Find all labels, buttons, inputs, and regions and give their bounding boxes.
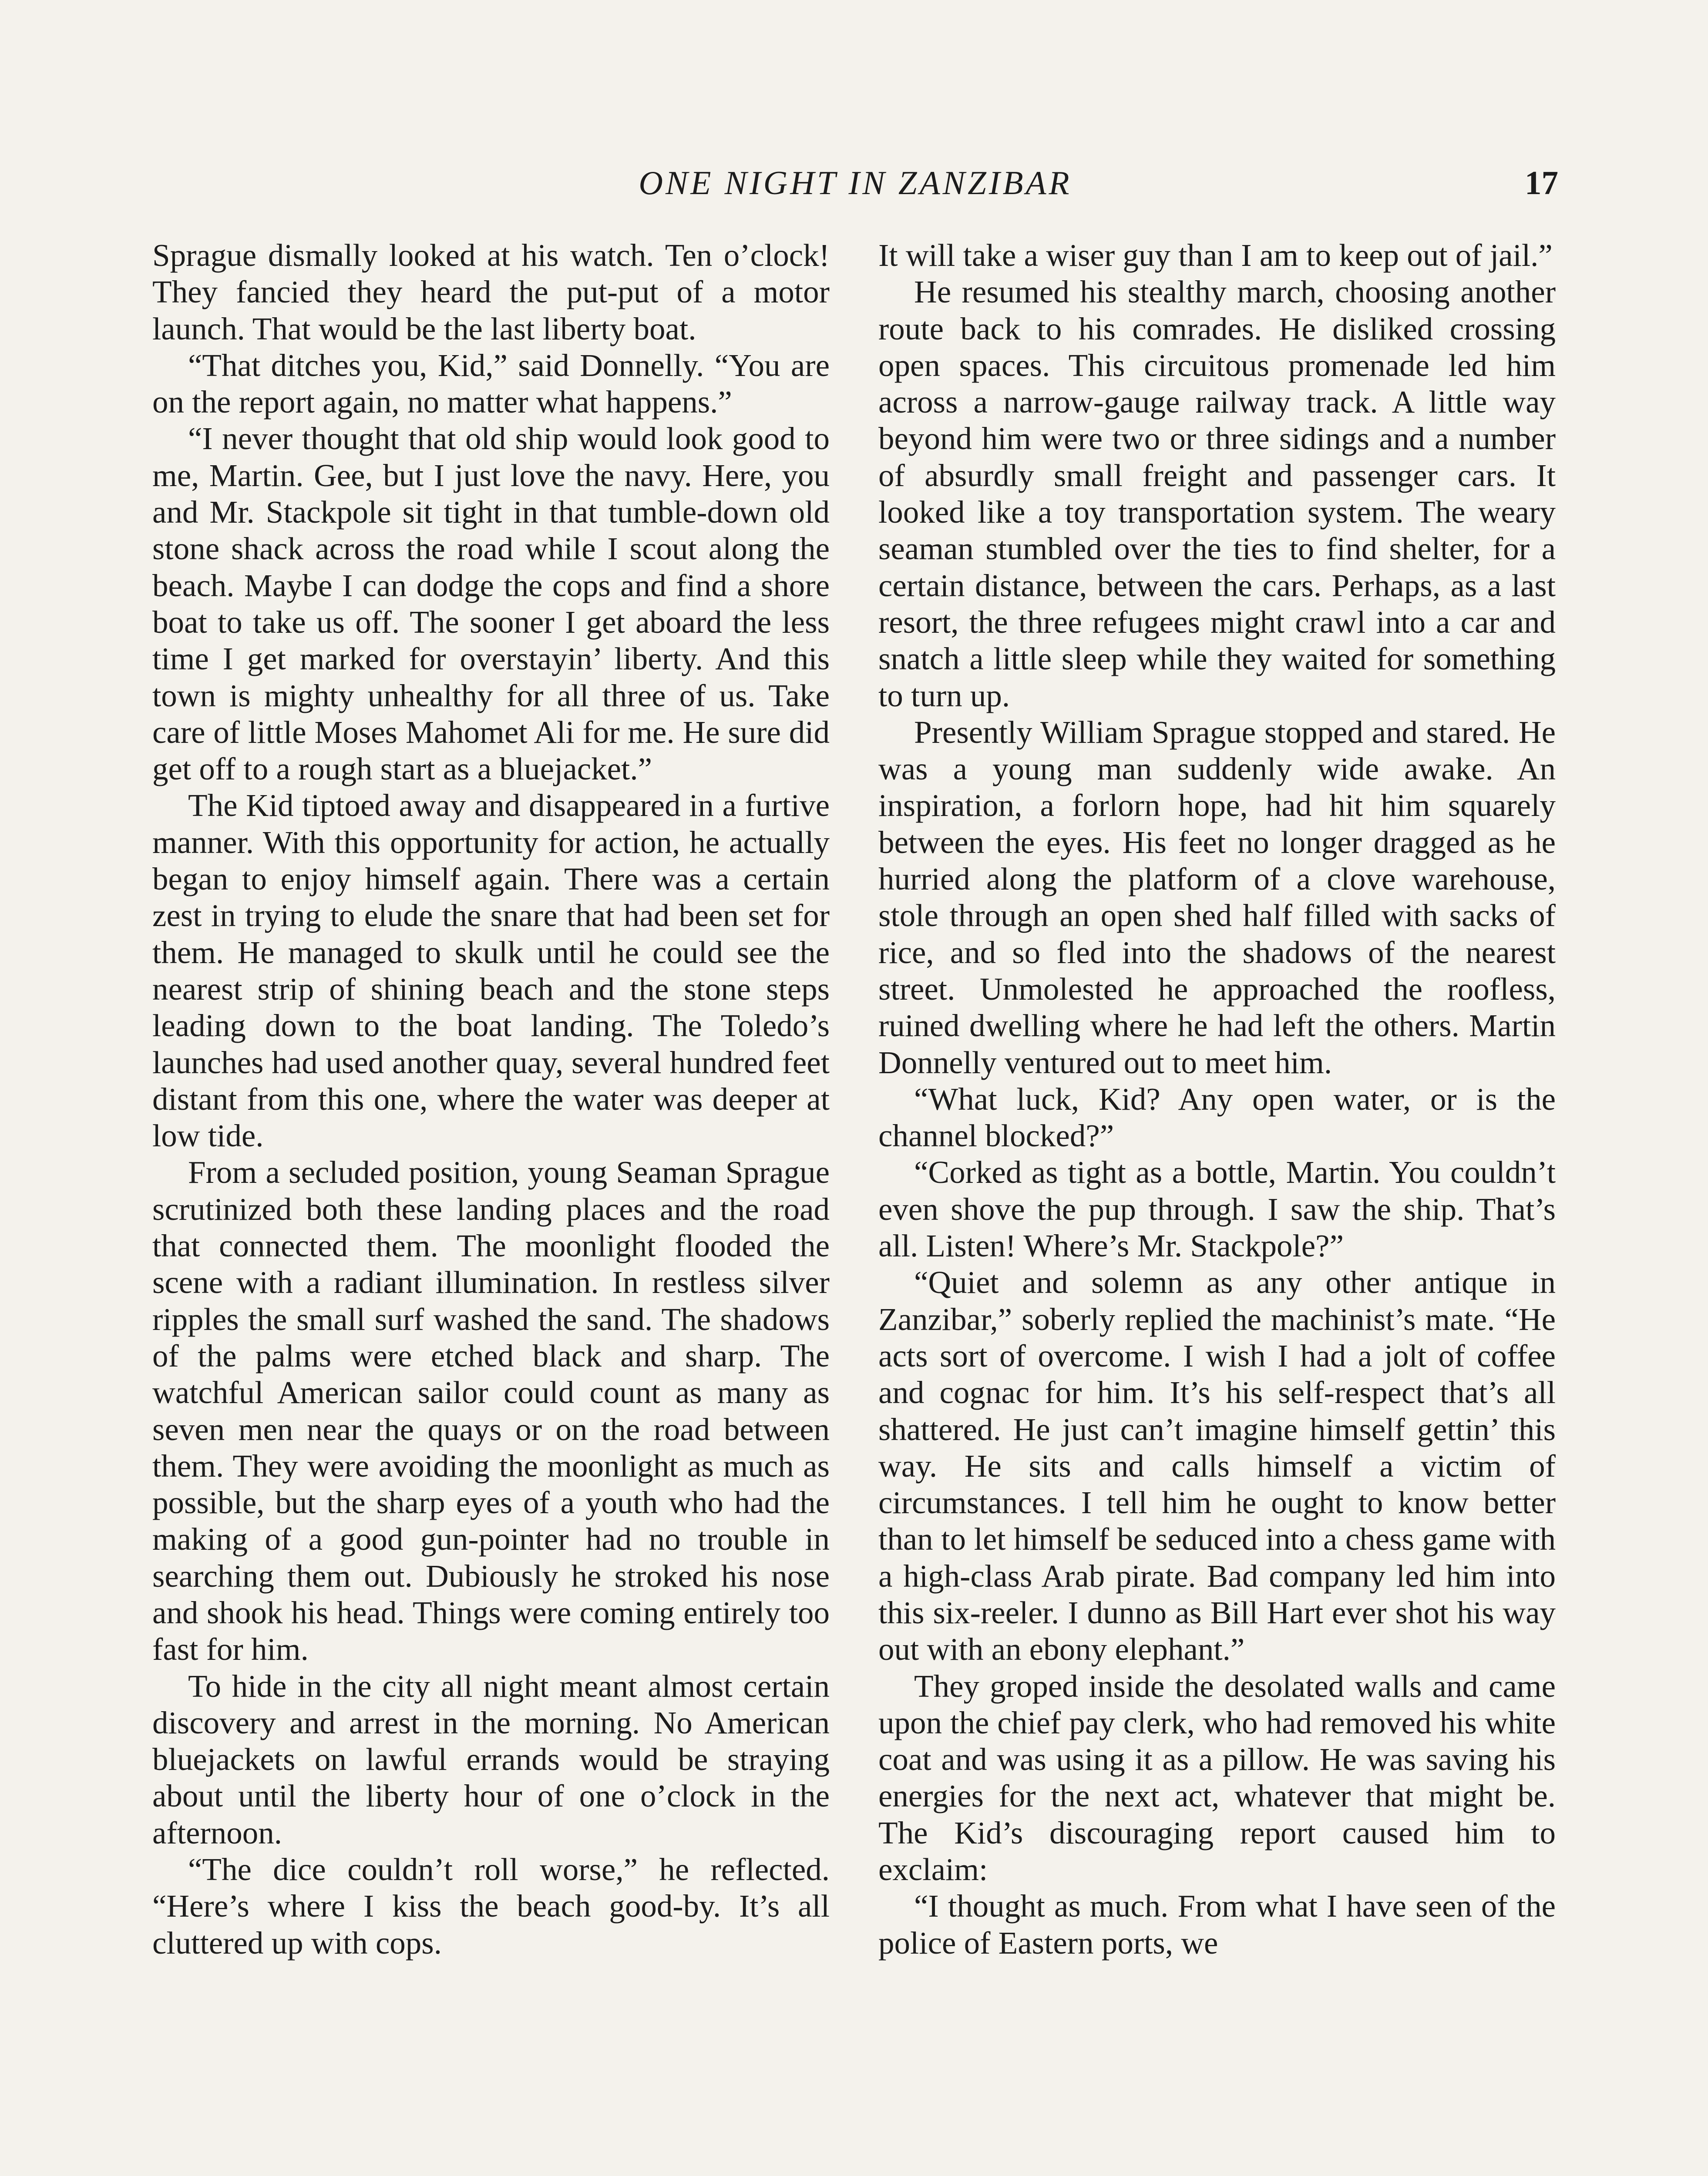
- paragraph: It will take a wiser guy than I am to keep out of jail.”: [878, 238, 1553, 273]
- right-column: [878, 237, 1556, 1961]
- paragraph: They groped inside the desolated walls and came upon the chief pay clerk, who had removed his white coat and was using it as a pillow. He was saving his energies for the next act, whatever that might be. The Kid’s discouraging report caused him to exclaim:: [878, 1668, 1556, 1887]
- paragraph: “I never thought that old ship would look good to me, Martin. Gee, but I just love the navy. Here, you and Mr. Stackpole sit tight in that tumble-down old stone shack across the road while I scout along the beach. Maybe I can dodge the cops and find a shore boat to take us off. The sooner I get aboard the less time I get marked for overstayin’ liberty. And this town is mighty unhealthy for all three of us. Take care of little Moses Mahomet Ali for me. He sure did get off to a rough start as a bluejacket.”: [152, 421, 830, 787]
- page-header: [152, 157, 1558, 209]
- paragraph: From a secluded position, young Seaman Sprague scrutinized both these landing places and the road that connected them. The moonlight flooded the scene with a radiant illumination. In restless silver ripples the small surf washed the sand. The shadows of the palms were etched black and sharp. The watchful American sailor could count as many as seven men near the quays or on the road between them. They were avoiding the moonlight as much as possible, but the sharp eyes of a youth who had the making of a good gun-pointer had no trouble in searching them out. Dubiously he stroked his nose and shook his head. Things were coming entirely too fast for him.: [152, 1155, 830, 1667]
- paragraph: “That ditches you, Kid,” said Donnelly. “You are on the report again, no matter what happens.”: [152, 347, 830, 420]
- left-column: [152, 237, 830, 1961]
- paragraph: To hide in the city all night meant almost certain discovery and arrest in the morning. No American bluejackets on lawful errands would be straying about until the liberty hour of one o’clock in the afternoon.: [152, 1668, 830, 1850]
- running-title: ONE NIGHT IN ZANZIBAR: [639, 164, 1072, 201]
- paragraph: Sprague dismally looked at his watch. Ten o’clock! They fancied they heard the put-put of a motor launch. That would be the last liberty boat.: [152, 238, 830, 346]
- paragraph: “Corked as tight as a bottle, Martin. You couldn’t even shove the pup through. I saw the ship. That’s all. Listen! Where’s Mr. Stackpole?”: [878, 1155, 1556, 1264]
- paragraph: Presently William Sprague stopped and stared. He was a young man suddenly wide awake. An inspiration, a forlorn hope, had hit him squarely between the eyes. His feet no longer dragged as he hurried along the platform of a clove warehouse, stole through an open shed half filled with sacks of rice, and so fled into the shadows of the nearest street. Unmolested he approached the roofless, ruined dwelling where he had left the others. Martin Donnelly ventured out to meet him.: [878, 714, 1556, 1080]
- paragraph: “Quiet and solemn as any other antique in Zanzibar,” soberly replied the machinist’s mate. “He acts sort of overcome. I wish I had a jolt of coffee and cognac for him. It’s his self-respect that’s all shattered. He just can’t imagine himself gettin’ this way. He sits and calls himself a victim of circumstances. I tell him he ought to know better than to let himself be seduced into a chess game with a high-class Arab pirate. Bad company led him into this six-reeler. I dunno as Bill Hart ever shot his way out with an ebony elephant.”: [878, 1265, 1556, 1667]
- paragraph: “I thought as much. From what I have seen of the police of Eastern ports, we: [878, 1888, 1556, 1961]
- page-number: 17: [1525, 164, 1558, 201]
- paragraph: The Kid tiptoed away and disappeared in a furtive manner. With this opportunity for action, he actually began to enjoy himself again. There was a certain zest in trying to elude the snare that had been set for them. He managed to skulk until he could see the nearest strip of shining beach and the stone steps leading down to the boat landing. The Toledo’s launches had used another quay, several hundred feet distant from this one, where the water was deeper at low tide.: [152, 788, 830, 1154]
- paragraph: He resumed his stealthy march, choosing another route back to his comrades. He disliked crossing open spaces. This circuitous promenade led him across a narrow-gauge railway track. A little way beyond him were two or three sidings and a number of absurdly small freight and passenger cars. It looked like a toy transportation system. The weary seaman stumbled over the ties to find shelter, for a certain distance, between the cars. Perhaps, as a last resort, the three refugees might crawl into a car and snatch a little sleep while they waited for something to turn up.: [878, 274, 1556, 713]
- paragraph: “The dice couldn’t roll worse,” he reflected. “Here’s where I kiss the beach good-by. It’s all cluttered up with cops.: [152, 1852, 830, 1961]
- paragraph: “What luck, Kid? Any open water, or is the channel blocked?”: [878, 1081, 1556, 1154]
